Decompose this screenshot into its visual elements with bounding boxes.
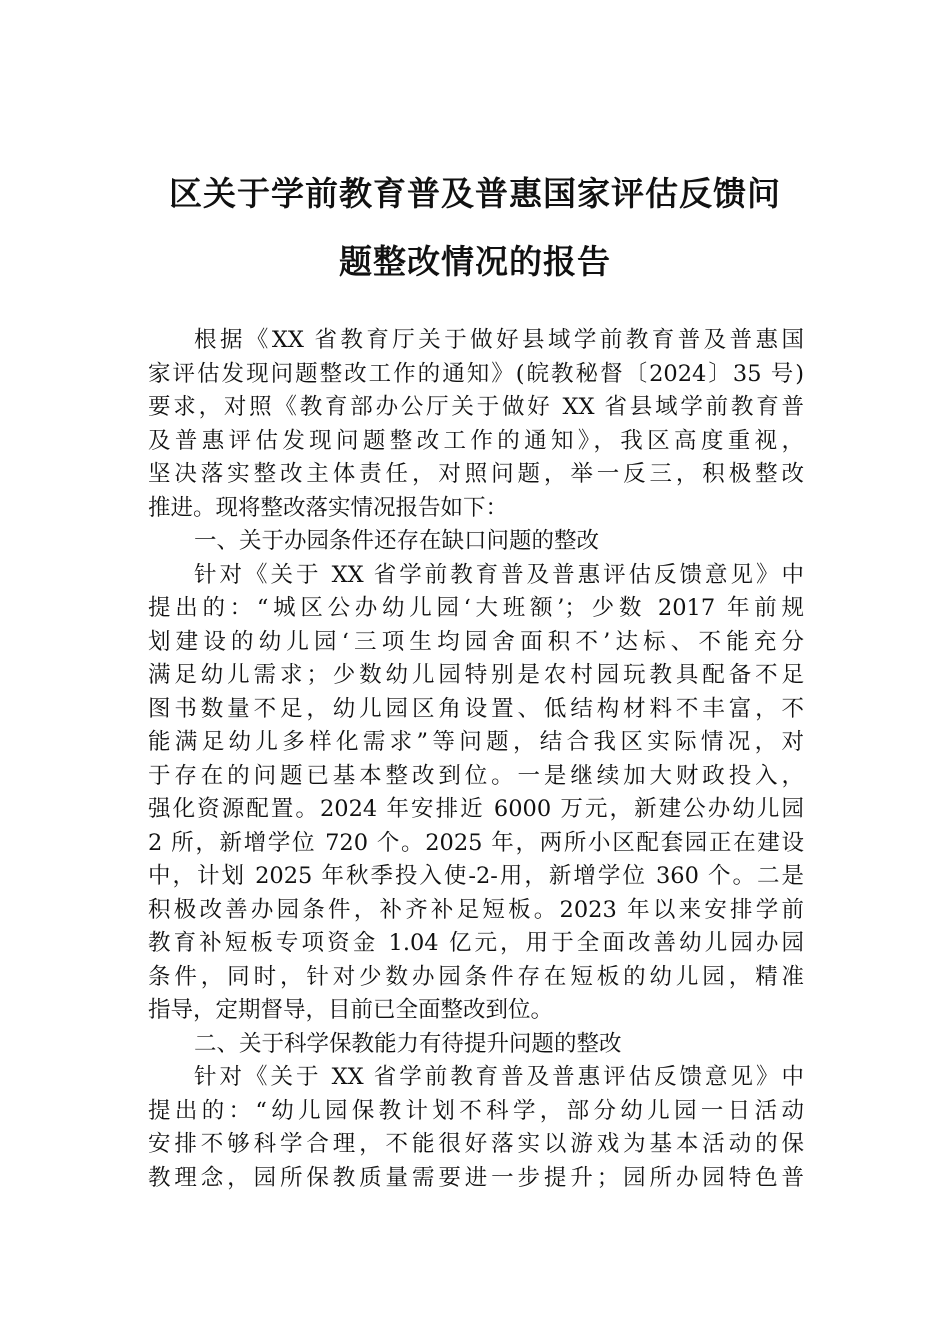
section-1-line: 满足幼儿需求；少数幼儿园特别是农村园玩教具配备不足 [148,662,804,688]
title-line-1: 区关于学前教育普及普惠国家评估反馈问 [169,174,781,213]
section-1-line: 教育补短板专项资金 1.04 亿元，用于全面改善幼儿园办园 [148,930,804,956]
section-1-line: 针对《关于 XX 省学前教育普及普惠评估反馈意见》中 [194,561,804,588]
document-title [150,160,800,296]
section-1-line: 提出的：“城区公办幼儿园‘大班额’；少数 2017 年前规 [148,595,804,621]
section-2-heading: 二、关于科学保教能力有待提升问题的整改 [194,1030,622,1057]
section-1-line: 2 所，新增学位 720 个。2025 年，两所小区配套园正在建设 [148,829,804,856]
section-1-line: 图书数量不足，幼儿园区角设置、低结构材料不丰富，不 [148,695,804,722]
section-1-line: 能满足幼儿多样化需求”等问题，结合我区实际情况，对 [148,729,804,755]
section-2-line: 安排不够科学合理，不能很好落实以游戏为基本活动的保 [148,1131,804,1157]
section-1-line: 指导，定期督导，目前已全面整改到位。 [148,997,554,1023]
intro-line: 根据《XX 省教育厅关于做好县域学前教育普及普惠国 [194,327,804,353]
section-2-line: 教理念，园所保教质量需要进一步提升；园所办园特色普 [148,1164,804,1191]
intro-paragraph [148,324,804,525]
section-2-line: 提出的：“幼儿园保教计划不科学，部分幼儿园一日活动 [148,1097,804,1124]
section-2-line: 针对《关于 XX 省学前教育普及普惠评估反馈意见》中 [194,1064,804,1090]
intro-line: 坚决落实整改主体责任，对照问题，举一反三，积极整改 [148,461,804,487]
document-body [148,324,804,1195]
section-1-paragraph [148,559,804,1028]
intro-line: 家评估发现问题整改工作的通知》(皖教秘督〔2024〕35 号) [148,360,804,387]
intro-line: 及普惠评估发现问题整改工作的通知》，我区高度重视， [148,427,804,454]
section-1-line: 强化资源配置。2024 年安排近 6000 万元，新建公办幼儿园 [148,796,804,822]
intro-line: 推进。现将整改落实情况报告如下： [148,494,509,521]
section-1-line: 条件，同时，针对少数办园条件存在短板的幼儿园，精准 [148,963,804,990]
section-1-heading: 一、关于办园条件还存在缺口问题的整改 [194,528,600,554]
title-line-2: 题整改情况的报告 [339,242,611,281]
section-1-line: 中，计划 2025 年秋季投入使-2-用，新增学位 360 个。二是 [148,863,804,889]
section-1-line: 积极改善办园条件，补齐补足短板。2023 年以来安排学前 [148,896,804,923]
intro-line: 要求，对照《教育部办公厅关于做好 XX 省县域学前教育普 [148,394,804,420]
section-1-line: 于存在的问题已基本整改到位。一是继续加大财政投入， [148,762,804,789]
section-1-line: 划建设的幼儿园‘三项生均园舍面积不’达标、不能充分 [148,628,804,655]
section-2-paragraph [148,1061,804,1195]
